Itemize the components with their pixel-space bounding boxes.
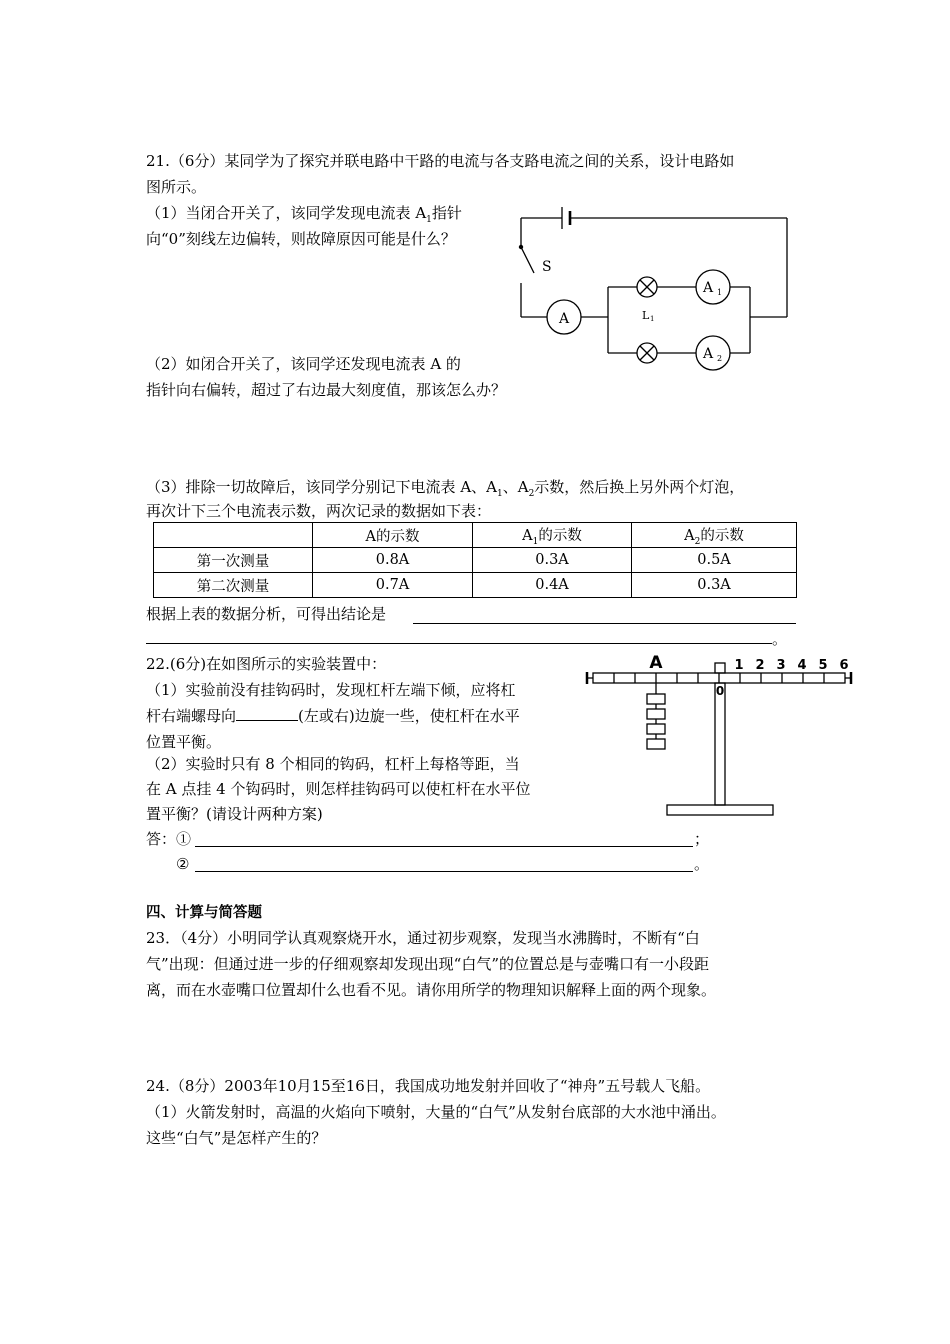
- lever-number: 1: [734, 658, 744, 673]
- table-row: 第一次测量 0.8A 0.3A 0.5A: [154, 548, 797, 573]
- header-a1: $A_1$的示数: [473, 523, 632, 548]
- q24-part1-line1: （1）火箭发射时，高温的火焰向下喷射，大量的“白气”从发射台底部的大水池中涌出。: [146, 1103, 726, 1121]
- ammeter-a1-label: A: [702, 280, 714, 296]
- direction-blank[interactable]: [236, 706, 298, 721]
- q22-answer1-label: 答：①: [146, 830, 192, 848]
- svg-text:1: 1: [650, 315, 655, 323]
- q22-line1: 22.(6分)在如图所示的实验装置中：: [146, 655, 387, 673]
- q21-part2-line2: 指针向右偏转，超过了右边最大刻度值，那该怎么办？: [146, 381, 507, 399]
- lever-number: 5: [818, 658, 828, 673]
- q22-part2-line2: 在 A 点挂 4 个钩码时，则怎样挂钩码可以使杠杆在水平位: [146, 780, 531, 798]
- svg-text:1: 1: [717, 288, 723, 297]
- q21-part1-line2: 向“0”刻线左边偏转，则故障原因可能是什么？: [146, 230, 456, 248]
- answer1-blank[interactable]: [195, 846, 693, 847]
- section4-title: 四、计算与简答题: [146, 905, 262, 921]
- q22-part2-line3: 置平衡？(请设计两种方案): [146, 805, 323, 823]
- switch-label: S: [542, 259, 552, 275]
- q22-part1-line2: 杆右端螺母向 (左或右)边旋一些，使杠杆在水平: [146, 707, 520, 725]
- lever-number: 6: [839, 658, 849, 673]
- conclusion-blank-1[interactable]: [413, 623, 796, 624]
- ammeter-a-label: A: [558, 311, 570, 327]
- q22-part2-line1: （2）实验时只有 8 个相同的钩码，杠杆上每格等距，当: [146, 755, 520, 773]
- q24-line1: 24.（8分）2003年10月15至16日，我国成功地发射并回收了“神舟”五号载人飞船。: [146, 1077, 711, 1095]
- header-a: A的示数: [313, 523, 473, 548]
- q22-semicolon: ；: [694, 830, 710, 848]
- q21-part1-line1: （1）当闭合开关了，该同学发现电流表 $A_1$指针: [146, 204, 462, 225]
- q21-line1: 21.（6分）某同学为了探究并联电路中干路的电流与各支路电流之间的关系，设计电路如: [146, 152, 735, 170]
- lamp-label: L: [642, 309, 650, 322]
- q22-answer2-label: ②: [176, 855, 190, 873]
- q23-line1: 23．（4分）小明同学认真观察烧开水，通过初步观察，发现当水沸腾时，不断有“白: [146, 929, 700, 947]
- svg-text:2: 2: [717, 354, 723, 363]
- lever-zero: 0: [715, 684, 725, 698]
- ammeter-a2-label: A: [702, 346, 714, 362]
- q21-part3-line2: 再次计下三个电流表示数，两次记录的数据如下表：: [146, 502, 492, 520]
- q23-line2: 气”出现：但通过进一步的仔细观察却发现出现“白气”的位置总是与壶嘴口有一小段距: [146, 955, 710, 973]
- lever-number: 2: [755, 658, 765, 673]
- q21-end-mark: 。: [772, 630, 788, 648]
- measurement-table: [153, 522, 797, 598]
- table-header-row: [154, 523, 797, 548]
- table-row: 第二次测量 0.7A 0.4A 0.3A: [154, 573, 797, 598]
- lever-diagram: [585, 650, 855, 820]
- circuit-diagram: [500, 195, 800, 375]
- q21-part3-line1: （3）排除一切故障后，该同学分别记下电流表 A、$A_1$、$A_2$示数，然后换上另外两个灯泡，: [146, 478, 745, 499]
- q21-line2: 图所示。: [146, 178, 207, 196]
- lever-number: 3: [776, 658, 786, 673]
- conclusion-blank-2[interactable]: [146, 643, 772, 644]
- q23-line3: 离，而在水壶嘴口位置却什么也看不见。请你用所学的物理知识解释上面的两个现象。: [146, 981, 717, 999]
- lever-number: 4: [797, 658, 807, 673]
- answer2-blank[interactable]: [195, 871, 693, 872]
- lever-point-a: A: [649, 653, 663, 673]
- q22-part1-line1: （1）实验前没有挂钩码时，发现杠杆左端下倾，应将杠: [146, 681, 516, 699]
- q24-part1-line2: 这些“白气”是怎样产生的？: [146, 1129, 327, 1147]
- q21-conclusion: 根据上表的数据分析，可得出结论是: [146, 605, 387, 623]
- q21-part2-line1: （2）如闭合开关了，该同学还发现电流表 A 的: [146, 355, 461, 373]
- header-a2: $A_2$的示数: [632, 523, 797, 548]
- q22-part1-line3: 位置平衡。: [146, 733, 222, 751]
- q22-period: 。: [694, 855, 710, 873]
